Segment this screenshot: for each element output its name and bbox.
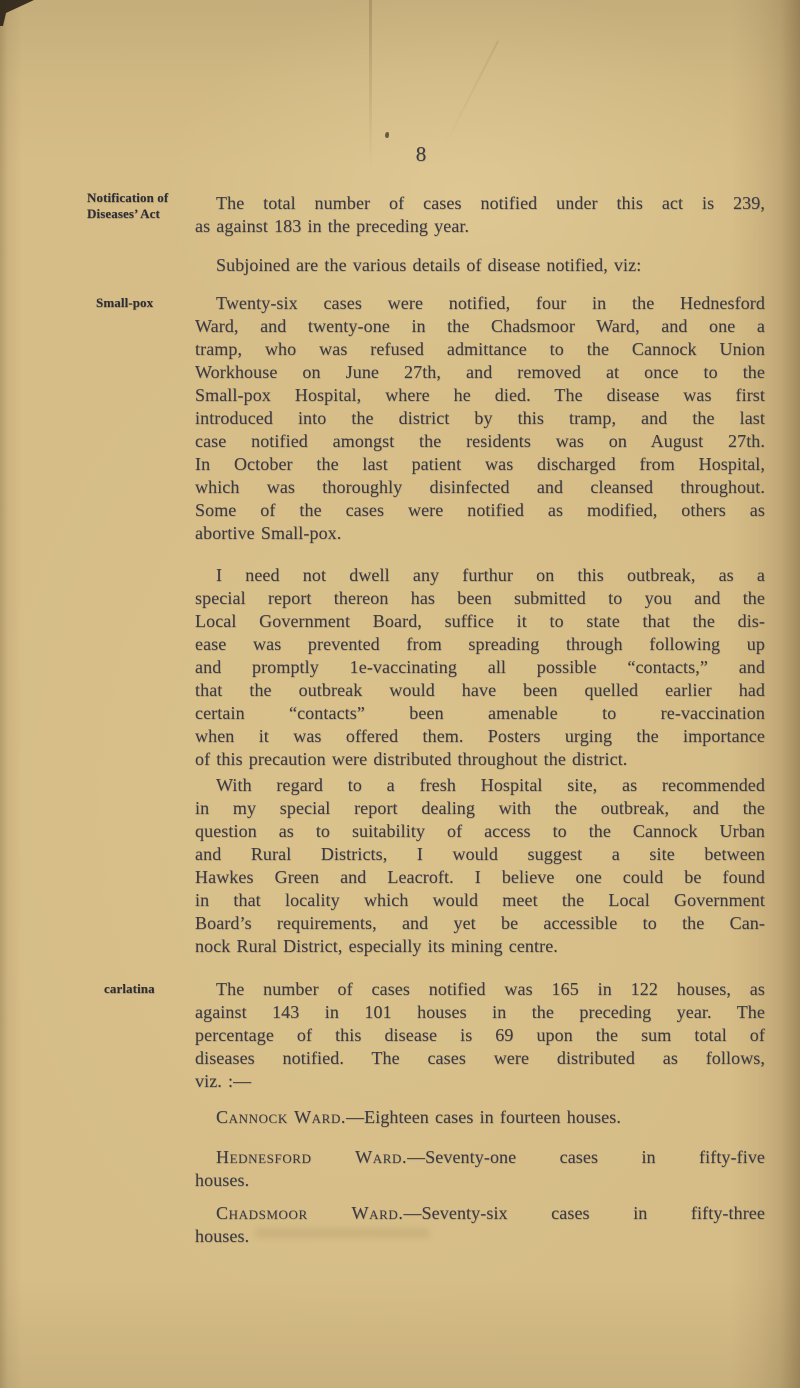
paragraph-smallpox bbox=[195, 292, 765, 545]
paragraph-line: Hawkes Green and Leacroft. I believe one could be found bbox=[195, 867, 765, 887]
paper-speck bbox=[385, 132, 389, 138]
ward-list-entry bbox=[195, 1202, 765, 1248]
paragraph-line: diseases notified. The cases were distributed as follows, bbox=[195, 1048, 765, 1068]
paragraph-line: special report thereon has been submitted to you and the bbox=[195, 588, 765, 608]
paragraph-line: and Rural Districts, I would suggest a site between bbox=[195, 844, 765, 864]
ward-list-entry bbox=[195, 1106, 765, 1129]
paragraph-line: of this precaution were distributed throughout the district. bbox=[195, 749, 628, 769]
ward-name: Chadsmoor Ward. bbox=[216, 1203, 404, 1223]
paragraph-hospital-site bbox=[195, 774, 765, 958]
ward-list-entry bbox=[195, 1146, 765, 1192]
paragraph-line: Board’s requirements, and yet be accessible to the Can- bbox=[195, 913, 765, 933]
paragraph-line: nock Rural District, especially its mining centre. bbox=[195, 936, 558, 956]
ward-stats: —Eighteen cases in fourteen houses. bbox=[346, 1107, 621, 1127]
paragraph-line: case notified amongst the residents was on August 27th. bbox=[195, 431, 765, 451]
paragraph-line: that the outbreak would have been quelled earlier had bbox=[195, 680, 765, 700]
paragraph-line: tramp, who was refused admittance to the Cannock Union bbox=[195, 339, 765, 359]
paragraph-line: Small-pox Hospital, where he died. The disease was first bbox=[195, 385, 765, 405]
ward-stats-continued: houses. bbox=[195, 1170, 250, 1190]
paragraph-outbreak-report bbox=[195, 564, 765, 771]
ward-name: Hednesford Ward. bbox=[216, 1147, 408, 1167]
paragraph-line: and promptly 1e-vaccinating all possible “contacts,” and bbox=[195, 657, 765, 677]
ward-line bbox=[195, 1146, 765, 1169]
paragraph-line: in my special report dealing with the outbreak, and the bbox=[195, 798, 765, 818]
ward-stats: —Seventy-one cases in fifty-five bbox=[407, 1147, 766, 1167]
margin-note-line: Diseases’ Act bbox=[87, 206, 160, 221]
paragraph-line: which was thoroughly disinfected and cleansed throughout. bbox=[195, 477, 765, 497]
paragraph-line: Local Government Board, suffice it to state that the dis- bbox=[195, 611, 765, 631]
paragraph-line: The total number of cases notified under this act is 239, bbox=[216, 193, 765, 213]
paragraph-line: With regard to a fresh Hospital site, as recommended bbox=[216, 775, 765, 795]
paragraph-line: question as to suitability of access to the Cannock Urban bbox=[195, 821, 765, 841]
paragraph-notified-total bbox=[195, 192, 765, 238]
paragraph-line: I need not dwell any furthur on this outbreak, as a bbox=[216, 565, 765, 585]
paragraph-subjoined bbox=[195, 254, 765, 277]
paragraph-line: viz. :— bbox=[195, 1071, 252, 1091]
ward-name: Cannock Ward. bbox=[216, 1107, 347, 1127]
paragraph-line: Twenty-six cases were notified, four in the Hednesford bbox=[216, 293, 765, 313]
paper-crease-diagonal bbox=[443, 40, 499, 148]
ward-line bbox=[195, 1202, 765, 1225]
paragraph-line: Some of the cases were notified as modified, others as bbox=[195, 500, 765, 520]
paragraph-line: Subjoined are the various details of disease notified, viz: bbox=[216, 255, 642, 275]
paragraph-line: in that locality which would meet the Local Government bbox=[195, 890, 765, 910]
paragraph-line: introduced into the district by this tramp, and the last bbox=[195, 408, 765, 428]
ward-stats-continued: houses. bbox=[195, 1226, 250, 1246]
paper-crease-vertical bbox=[369, 0, 372, 170]
paragraph-line: as against 183 in the preceding year. bbox=[195, 216, 470, 236]
margin-note-line: Notification of bbox=[87, 190, 169, 205]
paragraph-line: abortive Small-pox. bbox=[195, 523, 342, 543]
margin-note-notification-act bbox=[87, 190, 168, 222]
margin-note-smallpox: Small-pox bbox=[96, 295, 154, 310]
paragraph-line: Ward, and twenty-one in the Chadsmoor Ward, and one a bbox=[195, 316, 765, 336]
scan-dark-corner bbox=[0, 0, 38, 26]
paragraph-line: against 143 in 101 houses in the preceding year. The bbox=[195, 1002, 765, 1022]
paragraph-line: when it was offered them. Posters urging the importance bbox=[195, 726, 765, 746]
ward-stats: —Seventy-six cases in fifty-three bbox=[403, 1203, 765, 1223]
margin-note-scarlatina: carlatina bbox=[104, 981, 155, 996]
ward-line bbox=[195, 1106, 765, 1129]
paragraph-line: Workhouse on June 27th, and removed at once to the bbox=[195, 362, 765, 382]
paragraph-line: In October the last patient was discharged from Hospital, bbox=[195, 454, 765, 474]
paragraph-line: ease was prevented from spreading through following up bbox=[195, 634, 765, 654]
paragraph-line: The number of cases notified was 165 in 122 houses, as bbox=[216, 979, 765, 999]
paragraph-line: percentage of this disease is 69 upon the sum total of bbox=[195, 1025, 765, 1045]
page-number: 8 bbox=[415, 142, 427, 166]
paragraph-line: certain “contacts” been amenable to re-vaccination bbox=[195, 703, 765, 723]
paragraph-scarlatina-cases bbox=[195, 978, 765, 1093]
